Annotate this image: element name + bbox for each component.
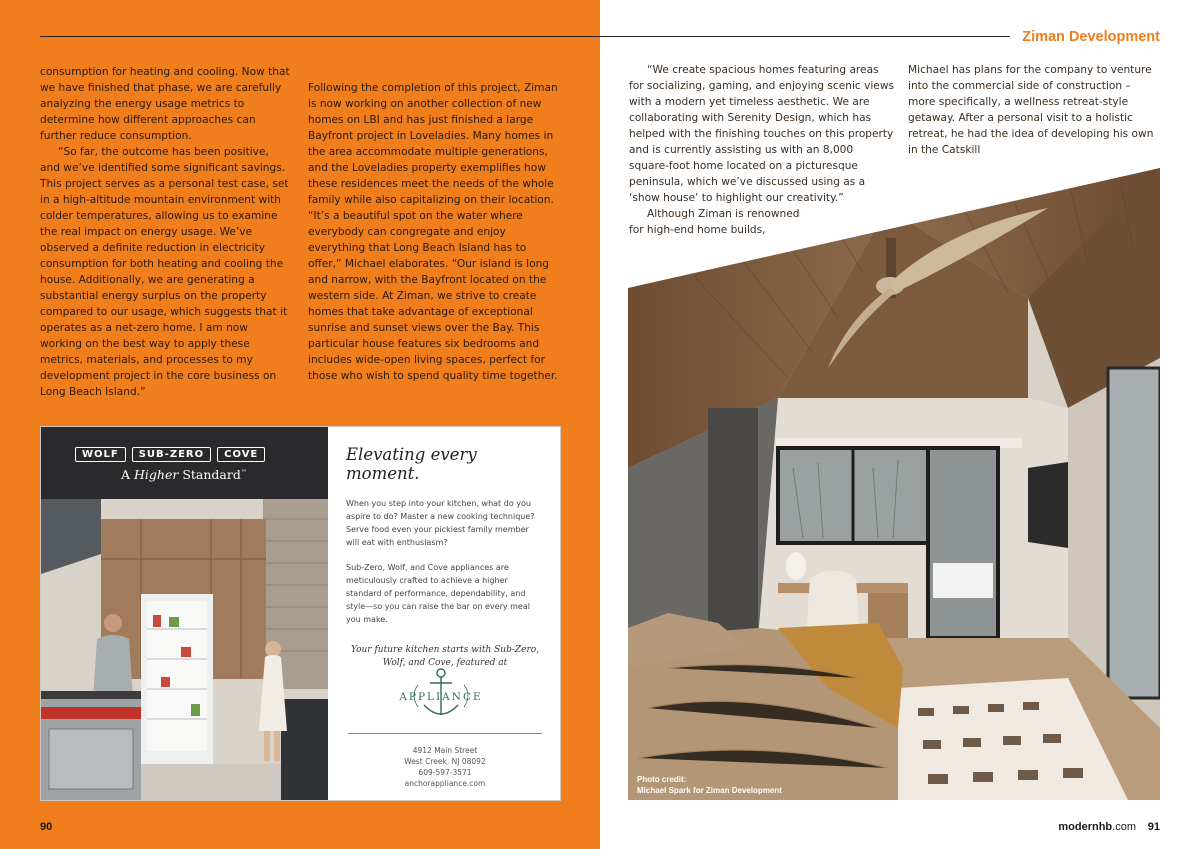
- paragraph: Although Ziman is renowned for high-end home builds,: [629, 208, 800, 236]
- wolf-logo: WOLF: [75, 447, 126, 462]
- dealer-logo-text: APPLIANCE: [399, 691, 483, 703]
- right-page: [600, 0, 1200, 849]
- header-rule: [40, 36, 600, 37]
- header-rule: [600, 36, 1010, 37]
- article-column-4: [908, 62, 1160, 158]
- anchor-logo-icon[interactable]: [388, 663, 494, 727]
- paragraph: “We create spacious homes featuring areas for socializing, gaming, and enjoying scenic views with a modern yet timeless aesthetic. We are collaborating with Serenity Design, which has helped with the finishing touches on this property and is currently assisting us with an 8,000 square-foot home located on a picturesque peninsula, which we’ve discussed using as a ‘show house’ to highlight our creativity.”: [629, 64, 895, 204]
- bedroom-photo: [628, 168, 1160, 800]
- ad-copy: [328, 427, 561, 801]
- paragraph: consumption for heating and cooling. Now that we have finished that phase, we are carefully analyzing the energy usage metrics to determine how different approaches can further reduce consumption.: [40, 66, 290, 142]
- paragraph: Following the completion of this project, Ziman is now working on another collection of new homes on LBI and has just finished a large Bayfront project in Loveladies. Many homes in the area accommodate multiple generations, and the Loveladies property exemplifies how these residences meet the needs of the whole family while also capitalizing on their location. “It’s a beautiful spot on the water where everybody can congregate and enjoy everything that Long Beach Island has to offer,” Michael elaborates. “Our island is long and narrow, with the Bayfront located on the western side. At Ziman, we strive to create homes that take advantage of exceptional sunrise and sunset views over the Bay. This particular house features six bedrooms and includes wide-open living spaces, perfect for those who wish to spend quality time together.: [308, 82, 558, 382]
- ad-body-2: Sub-Zero, Wolf, and Cove appliances are meticulously crafted to achieve a higher standard of performance, dependability, and style—so you can raise the bar on every meal you make.: [346, 563, 530, 624]
- page-number-right: 91: [1147, 821, 1160, 833]
- dealer-phone[interactable]: 609-597-3571: [418, 768, 472, 777]
- ad-body-1: When you step into your kitchen, what do you aspire to do? Master a new cooking technique? Serve food even your pickiest family member will eat with enthusiasm?: [346, 499, 535, 547]
- section-title: Ziman Development: [1022, 29, 1160, 45]
- dealer-contact: [328, 745, 561, 789]
- cove-logo: COVE: [217, 447, 265, 462]
- ad-brand-bar: [41, 427, 328, 499]
- photo-credit: [637, 774, 782, 796]
- photo-credit-name: Michael Spark for Ziman Development: [637, 786, 782, 795]
- page-number-left: 90: [40, 821, 53, 833]
- dealer-website[interactable]: anchorappliance.com: [404, 779, 486, 788]
- brand-logos: [75, 447, 265, 462]
- ad-divider: [348, 733, 542, 734]
- dealer-address-1: 4912 Main Street: [412, 746, 478, 755]
- ad-tagline: A Higher Standard™: [121, 467, 247, 482]
- paragraph: “So far, the outcome has been positive, and we’ve identified some significant savings. This project serves as a personal test case, set in a high-altitude mountain environment with colder temperatures, allowing us to examine the real impact on energy usage. We’ve observed a definite reduction in electricity consumption for both heating and cooling the house. Additionally, we are generating a substantial energy surplus on the property compared to our usage, which suggests that it operates as a net-zero home. I am now working on the best way to apply these metrics, materials, and processes to my development project in the core business on Long Beach Island.”: [40, 146, 289, 398]
- article-column-2: [308, 80, 560, 384]
- kitchen-photo: [41, 499, 328, 801]
- photo-credit-label: Photo credit:: [637, 775, 687, 784]
- dealer-address-2: West Creek, NJ 08092: [404, 757, 486, 766]
- sub-zero-logo: SUB-ZERO: [132, 447, 211, 462]
- advertisement[interactable]: [40, 426, 561, 801]
- website-url[interactable]: modernhb.com: [1058, 821, 1136, 833]
- paragraph: Michael has plans for the company to venture into the commercial side of construction – more specifically, a wellness retreat-style getaway. After a personal visit to a holistic retreat, he had the idea of developing his own in the Catskill: [908, 64, 1154, 156]
- ad-call-to-action: Your future kitchen starts with Sub-Zero, Wolf, and Cove, featured at: [350, 645, 540, 668]
- article-column-1: [40, 64, 292, 400]
- ad-headline: Elevating every moment.: [346, 445, 477, 483]
